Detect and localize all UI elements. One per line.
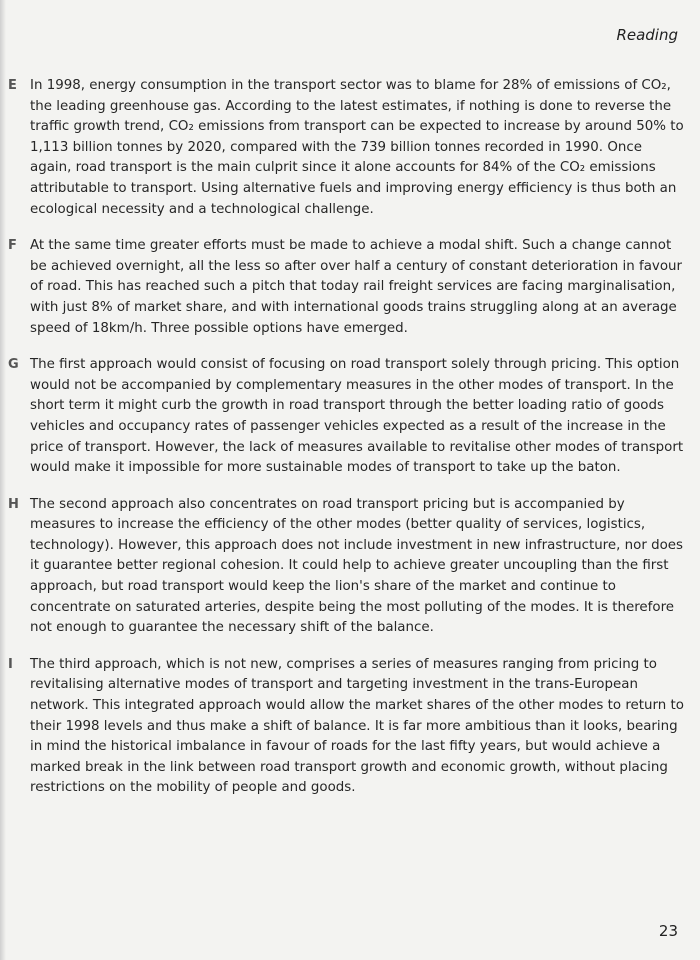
paragraph-letter: H [8, 496, 19, 512]
section-header: Reading [616, 26, 678, 44]
paragraph-letter: G [8, 357, 19, 373]
paragraph-text: In 1998, energy consumption in the transport sector was to blame for 28% of emissions of CO₂, the leading greenhouse gas. According to the latest estimates, if nothing is done to reverse the traffic growth trend, CO₂ emissions from transport can be expected to increase by around 50% to 1,113 billion tonnes by 2020, compared with the 739 billion tonnes recorded in 1990. Once again, road transport is the main culprit since it alone accounts for 84% of the CO₂ emissions attributable to transport. Using alternative fuels and improving energy efficiency is thus both an ecological necessity and a technological challenge. [30, 78, 684, 217]
paragraph-f [8, 236, 684, 339]
paragraph-letter: E [8, 78, 17, 93]
reading-passage [8, 76, 684, 815]
paragraph-h [8, 495, 684, 639]
paragraph-letter: I [8, 656, 13, 672]
paragraph-text: The third approach, which is not new, comprises a series of measures ranging from pricing to revitalising alternative modes of transport and targeting investment in the trans-European network. This integrated approach would allow the market shares of the other modes to return to their 1998 levels and thus make a shift of balance. It is far more ambitious than it looks, bearing in mind the historical imbalance in favour of roads for the last fifty years, but would achieve a marked break in the link between road transport growth and economic growth, without placing restrictions on the mobility of people and goods. [30, 656, 684, 796]
paragraph-e [8, 76, 684, 220]
page-number: 23 [658, 922, 678, 940]
paragraph-text: At the same time greater efforts must be made to achieve a modal shift. Such a change cannot be achieved overnight, all the less so after over half a century of constant deterioration in favour of road. This has reached such a pitch that today rail freight services are facing marginalisation, with just 8% of market share, and with international goods trains struggling along at an average speed of 18km/h. Three possible options have emerged. [30, 238, 683, 336]
paragraph-text: The second approach also concentrates on road transport pricing but is accompanied by measures to increase the efficiency of the other modes (better quality of services, logistics, technology). However, this approach does not include investment in new infrastructure, nor does it guarantee better regional cohesion. It could help to achieve greater uncoupling than the first approach, but road transport would keep the lion's share of the market and continue to concentrate on saturated arteries, despite being the most polluting of the modes. It is therefore not enough to guarantee the necessary shift of the balance. [30, 496, 683, 636]
paragraph-g [8, 355, 684, 479]
paragraph-i [8, 655, 684, 799]
scan-edge-shadow [0, 0, 6, 960]
paragraph-letter: F [8, 238, 17, 254]
paragraph-text: The first approach would consist of focusing on road transport solely through pricing. This option would not be accompanied by complementary measures in the other modes of transport. In the short term it might curb the growth in road transport through the better loading ratio of goods vehicles and occupancy rates of passenger vehicles expected as a result of the increase in the price of transport. However, the lack of measures available to revitalise other modes of transport would make it impossible for more sustainable modes of transport to take up the baton. [30, 357, 684, 476]
